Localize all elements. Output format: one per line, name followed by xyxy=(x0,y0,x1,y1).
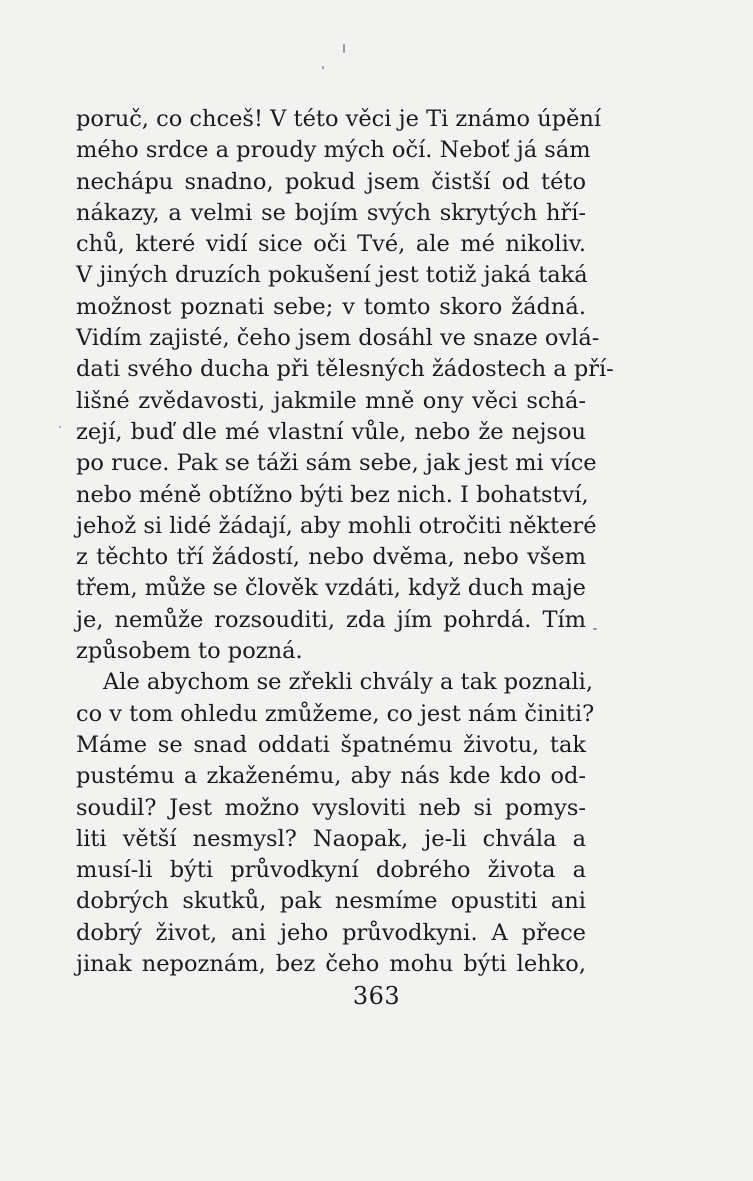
text-line: co v tom ohledu zmůžeme, co jest nám činiti? xyxy=(76,700,595,727)
text-line: možnost poznati sebe; v tomto skoro žádná. xyxy=(76,293,586,320)
paragraph-1 xyxy=(76,104,614,667)
text-line: dati svého ducha při tělesných žádostech a pří- xyxy=(76,356,614,383)
text-line: z těchto tří žádostí, nebo dvěma, nebo všem xyxy=(76,544,586,571)
print-speck xyxy=(343,44,345,53)
text-line: je, nemůže rozsouditi, zda jím pohrdá. Tím xyxy=(76,606,586,633)
text-line: Máme se snad oddati špatnému životu, tak xyxy=(76,731,586,758)
text-line: nákazy, a velmi se bojím svých skrytých hří- xyxy=(76,199,586,226)
text-line: musí-li býti průvodkyní dobrého života a xyxy=(76,857,586,884)
print-speck xyxy=(322,66,324,69)
body-text xyxy=(76,104,614,980)
text-line: soudil? Jest možno vysloviti neb si pomys- xyxy=(76,794,586,821)
text-line: jinak nepoznám, bez čeho mohu býti lehko, xyxy=(76,951,586,978)
paragraph-2 xyxy=(76,667,595,980)
text-line: chů, které vidí sice oči Tvé, ale mé nikoliv. xyxy=(76,231,586,258)
text-line: nebo méně obtížno býti bez nich. I bohatství, xyxy=(76,481,589,508)
text-line: nechápu snadno, pokud jsem čistší od této xyxy=(76,168,586,195)
text-line: dobrý život, ani jeho průvodkyni. A přece xyxy=(76,919,586,946)
text-line: V jiných druzích pokušení jest totiž jaká taká xyxy=(76,262,588,289)
page-number: 363 xyxy=(352,982,401,1010)
text-line: zejí, buď dle mé vlastní vůle, nebo že nejsou xyxy=(76,418,586,445)
text-line: způsobem to pozná. xyxy=(76,638,303,665)
text-line: Ale abychom se zřekli chvály a tak poznali, xyxy=(103,669,594,696)
text-line: poruč, co chceš! V této věci je Ti známo úpění xyxy=(76,106,602,132)
text-line: třem, může se člověk vzdáti, když duch maje xyxy=(76,575,586,602)
text-line: Vidím zajisté, čeho jsem dosáhl ve snaze ovlá- xyxy=(76,325,600,352)
print-speck xyxy=(593,628,597,630)
text-line: liti větší nesmysl? Naopak, je-li chvála a xyxy=(76,825,586,852)
text-line: dobrých skutků, pak nesmíme opustiti ani xyxy=(76,888,586,915)
text-line: lišné zvědavosti, jakmile mně ony věci schá- xyxy=(76,387,586,414)
text-line: jehož si lidé žádají, aby mohli otročiti některé xyxy=(76,512,597,539)
text-line: mého srdce a proudy mých očí. Neboť já sám xyxy=(76,137,591,164)
print-speck xyxy=(59,426,61,428)
text-line: po ruce. Pak se táži sám sebe, jak jest mi více xyxy=(76,450,597,477)
text-line: pustému a zkaženému, aby nás kde kdo od- xyxy=(76,763,586,790)
